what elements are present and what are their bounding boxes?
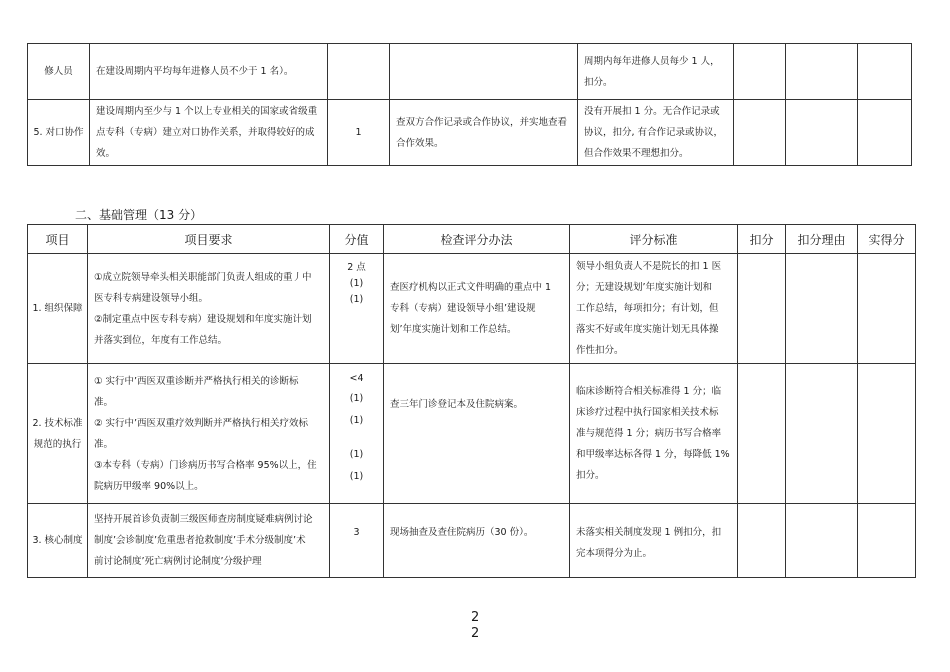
score-line: (1) xyxy=(349,278,364,289)
deduct-cell xyxy=(738,364,786,504)
requirement-line: ①成立院领导牵头相关职能部门负责人组成的重丿中 xyxy=(94,271,312,283)
table-row xyxy=(28,44,912,100)
header-row xyxy=(28,225,916,254)
requirement-line: 准。 xyxy=(94,438,114,450)
requirement-line: 坚持开展首诊负责制三级医师查房制度疑难病例讨论 xyxy=(94,514,313,525)
method-line: 专科（专病）建设领导小组’建设规 xyxy=(390,303,536,314)
header-reason: 扣分理由 xyxy=(786,225,858,254)
reason-cell xyxy=(786,100,858,166)
requirement-cell xyxy=(88,364,330,504)
page-number: 2 xyxy=(471,626,480,641)
standard-line: 未落实相关制度发现 1 例扣分，扣 xyxy=(576,527,722,538)
method-line: 现场抽查及查住院病历（30 份）。 xyxy=(390,527,534,538)
deduct-cell xyxy=(734,44,786,100)
standard-line: 落实不好或年度实施计划无具体操 xyxy=(576,324,719,335)
method-line: 查三年门诊登记本及住院病案。 xyxy=(390,399,524,410)
score-cell xyxy=(330,504,384,578)
item-cell: 2. 技术标准规范的执行 xyxy=(28,364,88,504)
score-line: 2 点 xyxy=(347,262,366,273)
requirement-cell: 在建设周期内平均每年进修人员不少于 1 名）。 xyxy=(90,44,328,100)
score-line xyxy=(330,434,383,446)
requirement-line: ②制定重点中医专科专病）建设规划和年度实施计划 xyxy=(94,313,312,325)
requirement-cell: 建设周期内至少与 1 个以上专业相关的国家或省级重点专科（专病）建立对口协作关系，并取得较好的成效。 xyxy=(90,100,328,166)
basic-management-table xyxy=(27,224,916,578)
header-score: 分值 xyxy=(330,225,384,254)
requirement-cell xyxy=(88,504,330,578)
deduct-cell xyxy=(738,254,786,364)
requirement-line: ③本专科（专病）门诊病历书写合格率 95%以上，住 xyxy=(94,459,317,471)
requirement-line: 并落实到位，年度有工作总结。 xyxy=(94,334,228,346)
requirement-line: ① 实行中’西医双重诊断并严格执行相关的诊断标 xyxy=(94,375,299,387)
method-cell xyxy=(384,364,570,504)
actual-cell xyxy=(858,504,916,578)
actual-cell xyxy=(858,364,916,504)
top-continuation-table xyxy=(27,43,912,166)
table-row xyxy=(28,100,912,166)
requirement-cell xyxy=(88,254,330,364)
reason-cell xyxy=(786,254,858,364)
standard-line: 分；无建设规划’年度实施计划和 xyxy=(576,282,713,293)
requirement-line: 准。 xyxy=(94,396,114,408)
actual-cell xyxy=(858,254,916,364)
standard-line: 扣分。 xyxy=(576,470,605,481)
actual-cell xyxy=(858,44,912,100)
standard-line: 准与规范得 1 分；病历书写合格率 xyxy=(576,428,722,439)
standard-cell xyxy=(570,254,738,364)
reason-cell xyxy=(786,44,858,100)
method-line: 划’年度实施计划和工作总结。 xyxy=(390,324,517,335)
header-actual: 实得分 xyxy=(858,225,916,254)
requirement-line: ② 实行中’西医双重疗效判断并严格执行相关疗效标 xyxy=(94,417,309,429)
standard-line: 完本项得分为止。 xyxy=(576,548,653,559)
score-line: (1) xyxy=(349,449,364,460)
score-cell: 1 xyxy=(328,100,390,166)
requirement-line: 前讨论制度’死亡病例讨论制度’分级护理 xyxy=(94,556,262,567)
method-cell xyxy=(384,504,570,578)
section-title: 二、基础管理（13 分） xyxy=(75,208,203,222)
reason-cell xyxy=(786,504,858,578)
score-line: (1) xyxy=(349,471,364,482)
item-cell: 1. 组织保障 xyxy=(28,254,88,364)
score-line: 3 xyxy=(353,527,360,538)
header-requirement: 项目要求 xyxy=(88,225,330,254)
item-cell: 5. 对口协作 xyxy=(28,100,90,166)
standard-line: 床诊疗过程中执行国家相关技术标 xyxy=(576,407,719,418)
standard-line: 作性扣分。 xyxy=(576,345,624,356)
standard-cell: 周期内每年进修人员每少 1 人，扣分。 xyxy=(578,44,734,100)
score-line: <4 xyxy=(349,373,364,384)
requirement-line: 医专科专病建设领导小组。 xyxy=(94,292,209,304)
standard-line: 和甲级率达标各得 1 分，每降低 1% xyxy=(576,449,730,460)
score-line: (1) xyxy=(349,294,364,305)
standard-cell xyxy=(570,504,738,578)
score-line: (1) xyxy=(349,415,364,426)
header-item: 项目 xyxy=(28,225,88,254)
header-standard: 评分标准 xyxy=(570,225,738,254)
method-cell xyxy=(390,44,578,100)
score-cell xyxy=(330,364,384,504)
method-line: 查医疗机构以正式文件明确的重点中 1 xyxy=(390,282,552,293)
standard-line: 领导小组负责人不是院长的扣 1 医 xyxy=(576,261,722,272)
header-deduct: 扣分 xyxy=(738,225,786,254)
page-number: 2 xyxy=(471,610,480,625)
deduct-cell xyxy=(738,504,786,578)
actual-cell xyxy=(858,100,912,166)
table-row xyxy=(28,364,916,504)
item-cell: 3. 核心制度 xyxy=(28,504,88,578)
table-row xyxy=(28,254,916,364)
standard-line: 工作总结，每项扣分；有计划，但 xyxy=(576,303,719,314)
score-cell xyxy=(330,254,384,364)
score-line: (1) xyxy=(349,393,364,404)
score-cell xyxy=(328,44,390,100)
standard-cell xyxy=(570,364,738,504)
standard-line: 临床诊断符合相关标准得 1 分；临 xyxy=(576,386,722,397)
header-method: 检查评分办法 xyxy=(384,225,570,254)
method-cell xyxy=(384,254,570,364)
requirement-line: 制度’会诊制度’危重患者抢救制度’手术分级制度’术 xyxy=(94,535,306,546)
requirement-line: 院病历甲级率 90%以上。 xyxy=(94,480,204,492)
reason-cell xyxy=(786,364,858,504)
method-cell: 查双方合作记录或合作协议，并实地查看合作效果。 xyxy=(390,100,578,166)
standard-cell: 没有开展扣 1 分。无合作记录或协议，扣分, 有合作记录或协议，但合作效果不理想扣分。 xyxy=(578,100,734,166)
table-row xyxy=(28,504,916,578)
item-cell: 修人员 xyxy=(28,44,90,100)
deduct-cell xyxy=(734,100,786,166)
